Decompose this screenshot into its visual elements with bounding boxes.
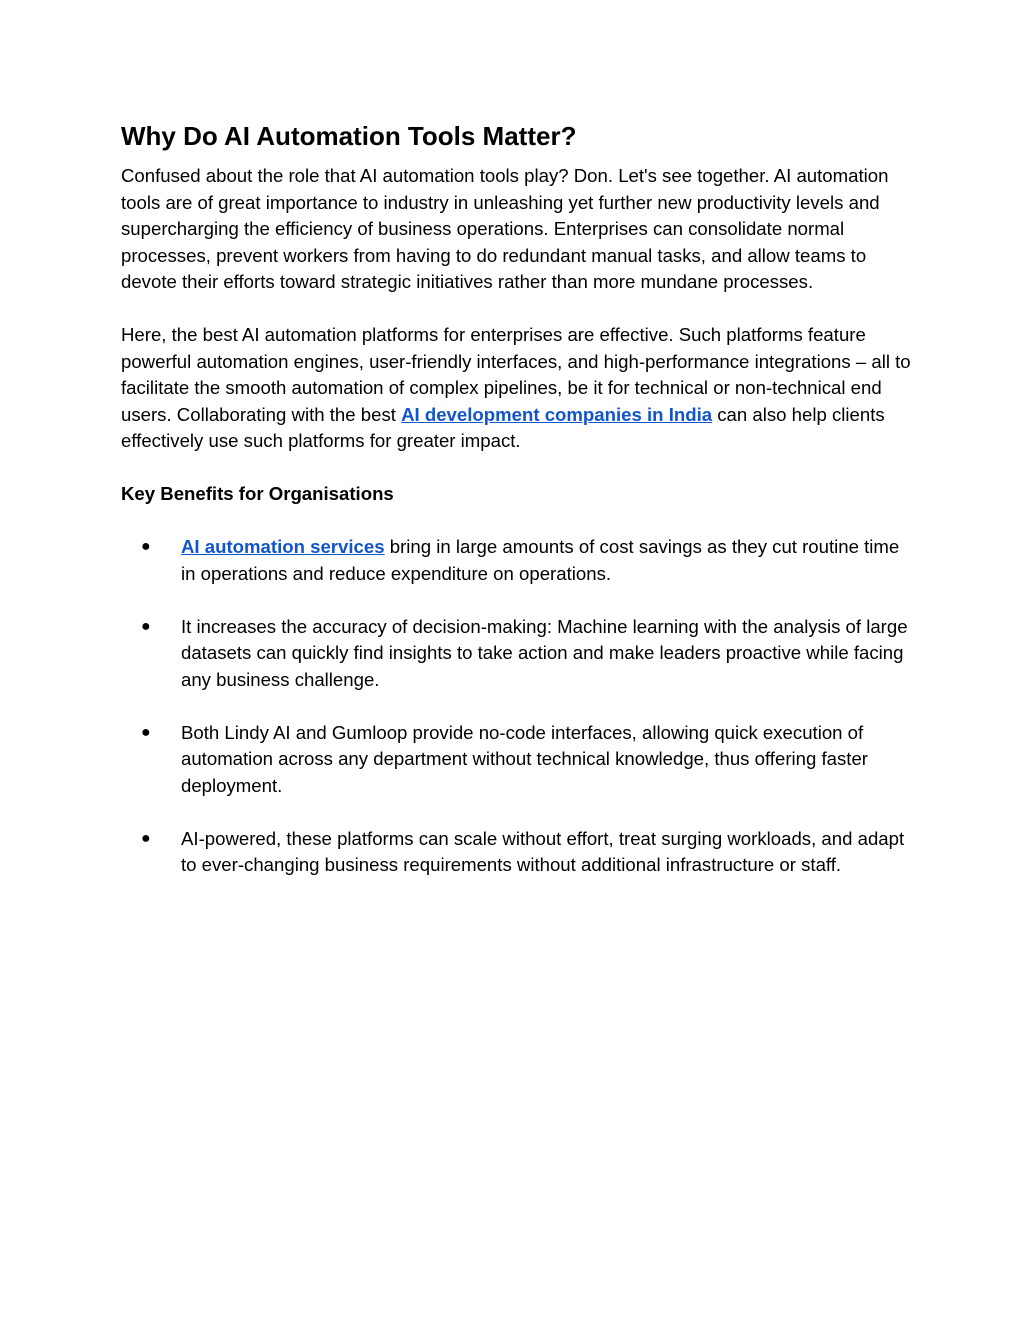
list-item	[121, 534, 911, 587]
platforms-paragraph	[121, 322, 911, 455]
section-heading: Key Benefits for Organisations	[121, 483, 394, 504]
benefits-list	[121, 534, 911, 879]
list-item	[121, 614, 911, 694]
paragraph-text: can also help clients effectively use such platforms for greater impact.	[121, 403, 885, 451]
bullet-icon: ●	[141, 723, 151, 741]
list-item-text: Both Lindy AI and Gumloop provide no-code interfaces, allowing quick execution of automation across any department without technical knowledge, thus offering faster deployment.	[181, 721, 868, 796]
ai-development-companies-link[interactable]: AI development companies in India	[401, 403, 713, 425]
list-item-text: It increases the accuracy of decision-making: Machine learning with the analysis of large datasets can quickly find insights to take action and make leaders proactive while facing any business challenge.	[181, 615, 908, 690]
paragraph-text: Here, the best AI automation platforms for enterprises are effective. Such platforms feature powerful automation engines, user-friendly interfaces, and high-performance integrations – all to facilitate the smooth automation of complex pipelines, be it for technical or non-technical end users. Collaborating with the best	[121, 324, 911, 425]
ai-automation-services-link[interactable]: AI automation services	[181, 536, 385, 557]
document-page	[121, 118, 911, 905]
page-title: Why Do AI Automation Tools Matter?	[121, 121, 577, 151]
intro-paragraph: Confused about the role that AI automation tools play? Don. Let's see together. AI automation tools are of great importance to industry in unleashing yet further new productivity levels and supercharging the efficiency of business operations. Enterprises can consolidate normal processes, prevent workers from having to do redundant manual tasks, and allow teams to devote their efforts toward strategic initiatives rather than more mundane processes.	[121, 165, 889, 292]
list-item-text: AI-powered, these platforms can scale without effort, treat surging workloads, and adapt to ever-changing business requirements without additional infrastructure or staff.	[181, 827, 905, 875]
bullet-icon: ●	[141, 538, 151, 555]
list-item	[121, 826, 911, 879]
list-item	[121, 720, 911, 800]
bullet-icon: ●	[141, 617, 151, 635]
list-item-text: bring in large amounts of cost savings as they cut routine time in operations and reduce expenditure on operations.	[181, 536, 900, 584]
bullet-icon: ●	[141, 829, 151, 847]
